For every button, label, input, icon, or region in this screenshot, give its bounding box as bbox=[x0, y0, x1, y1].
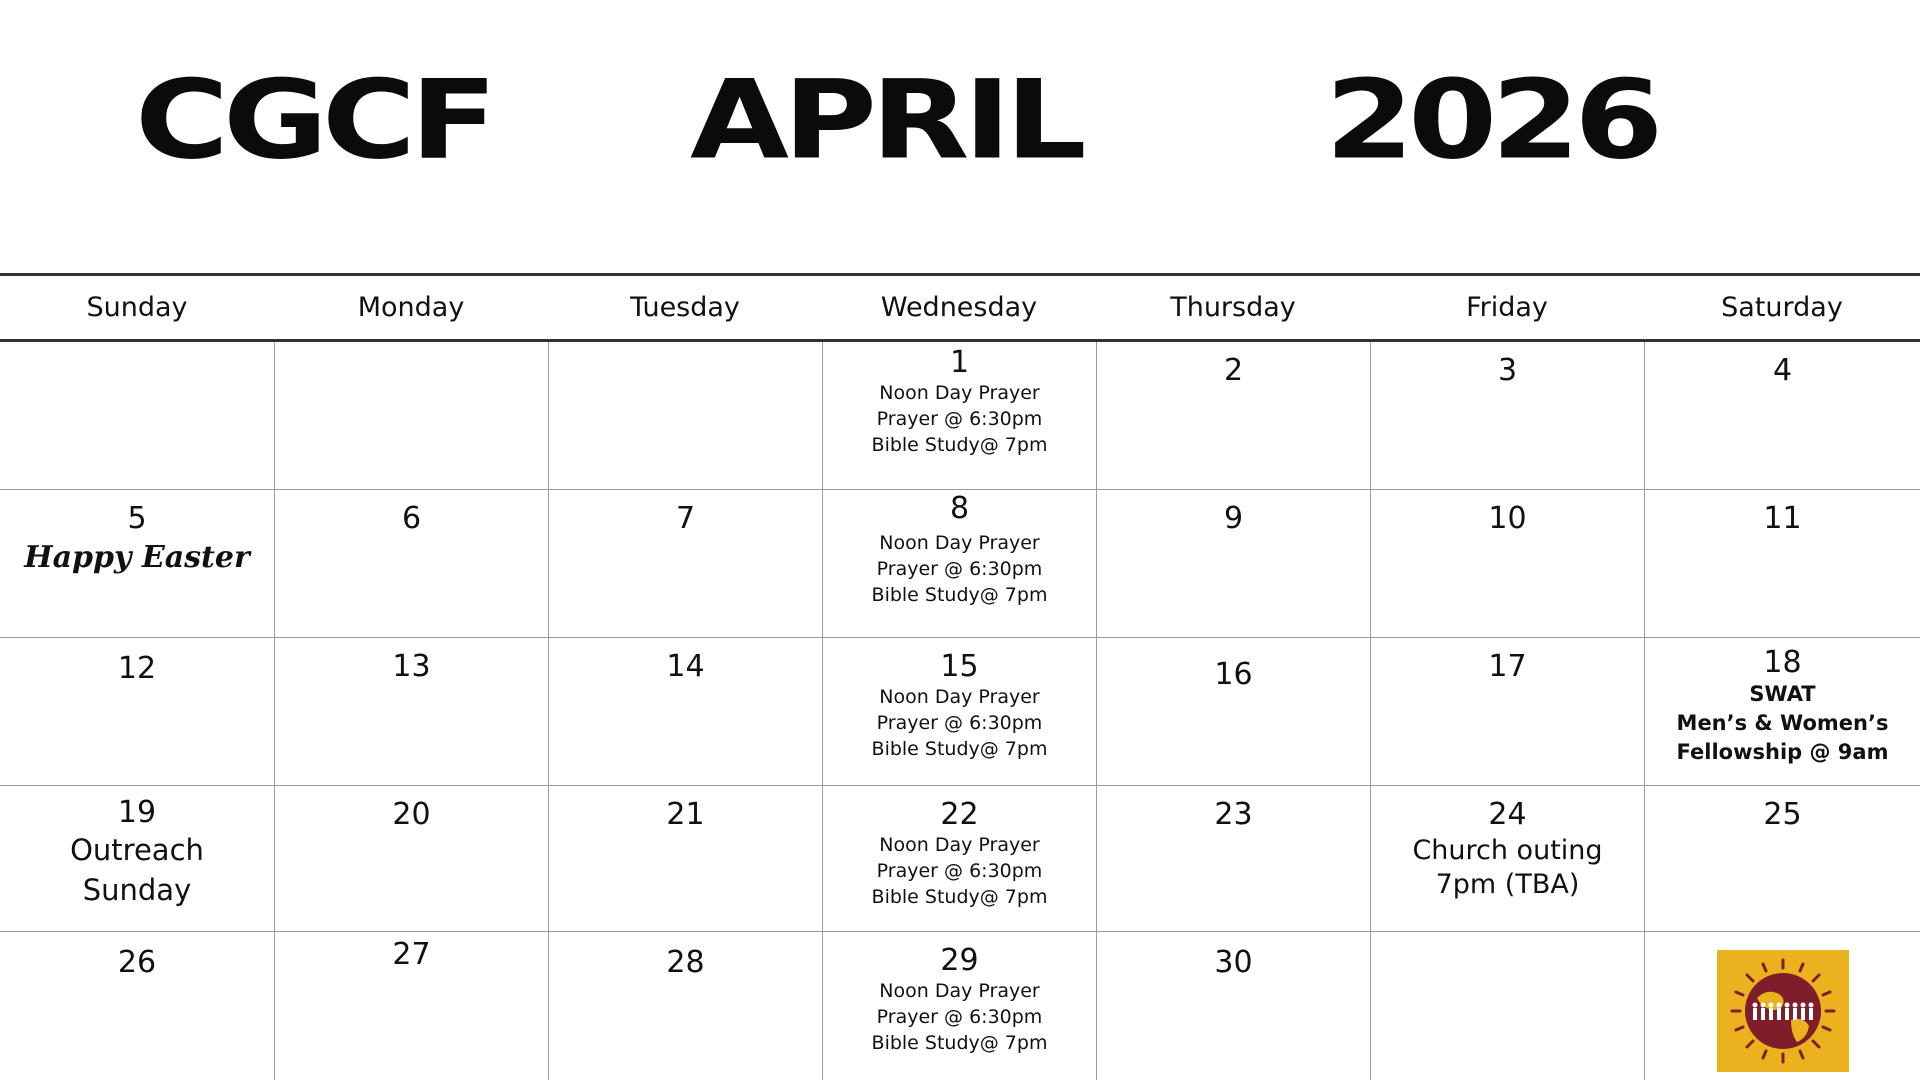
event-noon-prayer: Noon Day Prayer bbox=[879, 532, 1040, 554]
event-prayer: Prayer @ 6:30pm bbox=[876, 558, 1043, 580]
day-cell bbox=[275, 638, 549, 786]
event-church-outing-line2: 7pm (TBA) bbox=[1435, 869, 1580, 900]
day-number: 8 bbox=[949, 491, 970, 526]
day-number: 24 bbox=[1488, 797, 1527, 832]
event-bible-study: Bible Study@ 7pm bbox=[871, 434, 1048, 456]
day-number: 11 bbox=[1763, 501, 1802, 536]
day-cell bbox=[1097, 638, 1371, 786]
weekday-tuesday: Tuesday bbox=[630, 292, 740, 323]
event-fellowship-line1: Men’s & Women’s bbox=[1676, 711, 1889, 735]
event-prayer: Prayer @ 6:30pm bbox=[876, 1006, 1043, 1028]
weekday-friday: Friday bbox=[1466, 292, 1548, 323]
day-number: 5 bbox=[127, 501, 147, 536]
day-cell bbox=[275, 932, 549, 1080]
day-number: 3 bbox=[1497, 353, 1518, 388]
day-cell-empty bbox=[0, 342, 275, 490]
event-bible-study: Bible Study@ 7pm bbox=[871, 738, 1048, 760]
day-cell bbox=[275, 490, 549, 638]
event-noon-prayer: Noon Day Prayer bbox=[879, 686, 1040, 708]
day-number: 4 bbox=[1772, 353, 1793, 388]
church-logo-icon bbox=[1717, 950, 1849, 1072]
event-noon-prayer: Noon Day Prayer bbox=[879, 980, 1040, 1002]
day-number: 22 bbox=[940, 797, 979, 832]
day-number: 17 bbox=[1488, 649, 1527, 684]
day-cell bbox=[823, 638, 1097, 786]
weekday-header-row bbox=[0, 276, 1920, 339]
day-cell bbox=[0, 932, 275, 1080]
event-prayer: Prayer @ 6:30pm bbox=[876, 860, 1043, 882]
event-noon-prayer: Noon Day Prayer bbox=[879, 382, 1040, 404]
day-cell bbox=[1097, 342, 1371, 490]
day-cell bbox=[1371, 490, 1645, 638]
day-number: 20 bbox=[392, 797, 431, 832]
event-prayer: Prayer @ 6:30pm bbox=[876, 712, 1043, 734]
day-number: 29 bbox=[940, 943, 979, 978]
event-noon-prayer: Noon Day Prayer bbox=[879, 834, 1040, 856]
event-swat: SWAT bbox=[1749, 682, 1816, 706]
day-number: 23 bbox=[1214, 797, 1253, 832]
day-number: 10 bbox=[1488, 501, 1527, 536]
church-name-title: CGCF bbox=[135, 57, 492, 184]
month-title: APRIL bbox=[690, 57, 1081, 184]
day-number: 2 bbox=[1223, 353, 1244, 388]
event-fellowship-line2: Fellowship @ 9am bbox=[1676, 740, 1889, 764]
day-cell bbox=[1645, 342, 1920, 490]
day-cell bbox=[1645, 638, 1920, 786]
day-cell bbox=[549, 932, 823, 1080]
day-cell bbox=[823, 932, 1097, 1080]
day-number: 16 bbox=[1214, 657, 1253, 692]
day-cell bbox=[1371, 786, 1645, 932]
weekday-sunday: Sunday bbox=[86, 292, 188, 323]
event-outreach-line1: Outreach bbox=[70, 833, 204, 867]
day-cell bbox=[823, 342, 1097, 490]
day-number: 14 bbox=[666, 649, 705, 684]
day-cell-empty bbox=[549, 342, 823, 490]
day-cell bbox=[823, 786, 1097, 932]
day-number: 21 bbox=[666, 797, 705, 832]
day-cell bbox=[275, 786, 549, 932]
event-easter: Happy Easter bbox=[24, 540, 250, 575]
day-number: 7 bbox=[675, 501, 696, 536]
day-cell bbox=[1097, 786, 1371, 932]
day-number: 18 bbox=[1763, 645, 1802, 680]
day-cell-empty bbox=[1371, 932, 1645, 1080]
day-cell bbox=[1097, 932, 1371, 1080]
day-number: 28 bbox=[666, 945, 705, 980]
calendar-grid bbox=[0, 342, 1920, 1080]
day-number: 12 bbox=[117, 651, 157, 686]
event-bible-study: Bible Study@ 7pm bbox=[871, 1032, 1048, 1054]
weekday-saturday: Saturday bbox=[1721, 292, 1843, 323]
day-number: 26 bbox=[117, 945, 157, 980]
day-number: 1 bbox=[949, 345, 970, 380]
weekday-thursday: Thursday bbox=[1170, 292, 1296, 323]
day-cell bbox=[0, 786, 275, 932]
day-number: 27 bbox=[392, 937, 431, 972]
day-cell bbox=[1371, 638, 1645, 786]
event-bible-study: Bible Study@ 7pm bbox=[871, 886, 1048, 908]
day-cell-empty bbox=[275, 342, 549, 490]
day-cell bbox=[1645, 786, 1920, 932]
event-church-outing-line1: Church outing bbox=[1412, 835, 1603, 866]
day-cell bbox=[1097, 490, 1371, 638]
day-cell bbox=[0, 638, 275, 786]
day-number: 9 bbox=[1223, 501, 1244, 536]
event-bible-study: Bible Study@ 7pm bbox=[871, 584, 1048, 606]
day-cell bbox=[823, 490, 1097, 638]
day-cell bbox=[549, 490, 823, 638]
day-cell bbox=[1645, 490, 1920, 638]
day-number: 13 bbox=[392, 649, 431, 684]
day-cell bbox=[0, 490, 275, 638]
day-number: 30 bbox=[1214, 945, 1253, 980]
day-cell bbox=[549, 638, 823, 786]
event-prayer: Prayer @ 6:30pm bbox=[876, 408, 1043, 430]
event-outreach-line2: Sunday bbox=[82, 873, 192, 907]
year-title: 2026 bbox=[1325, 57, 1658, 184]
day-number: 19 bbox=[117, 795, 157, 830]
weekday-wednesday: Wednesday bbox=[880, 292, 1038, 323]
day-number: 15 bbox=[940, 649, 979, 684]
day-number: 6 bbox=[401, 501, 422, 536]
day-cell bbox=[1371, 342, 1645, 490]
day-cell bbox=[549, 786, 823, 932]
weekday-monday: Monday bbox=[357, 292, 465, 323]
day-number: 25 bbox=[1763, 797, 1802, 832]
